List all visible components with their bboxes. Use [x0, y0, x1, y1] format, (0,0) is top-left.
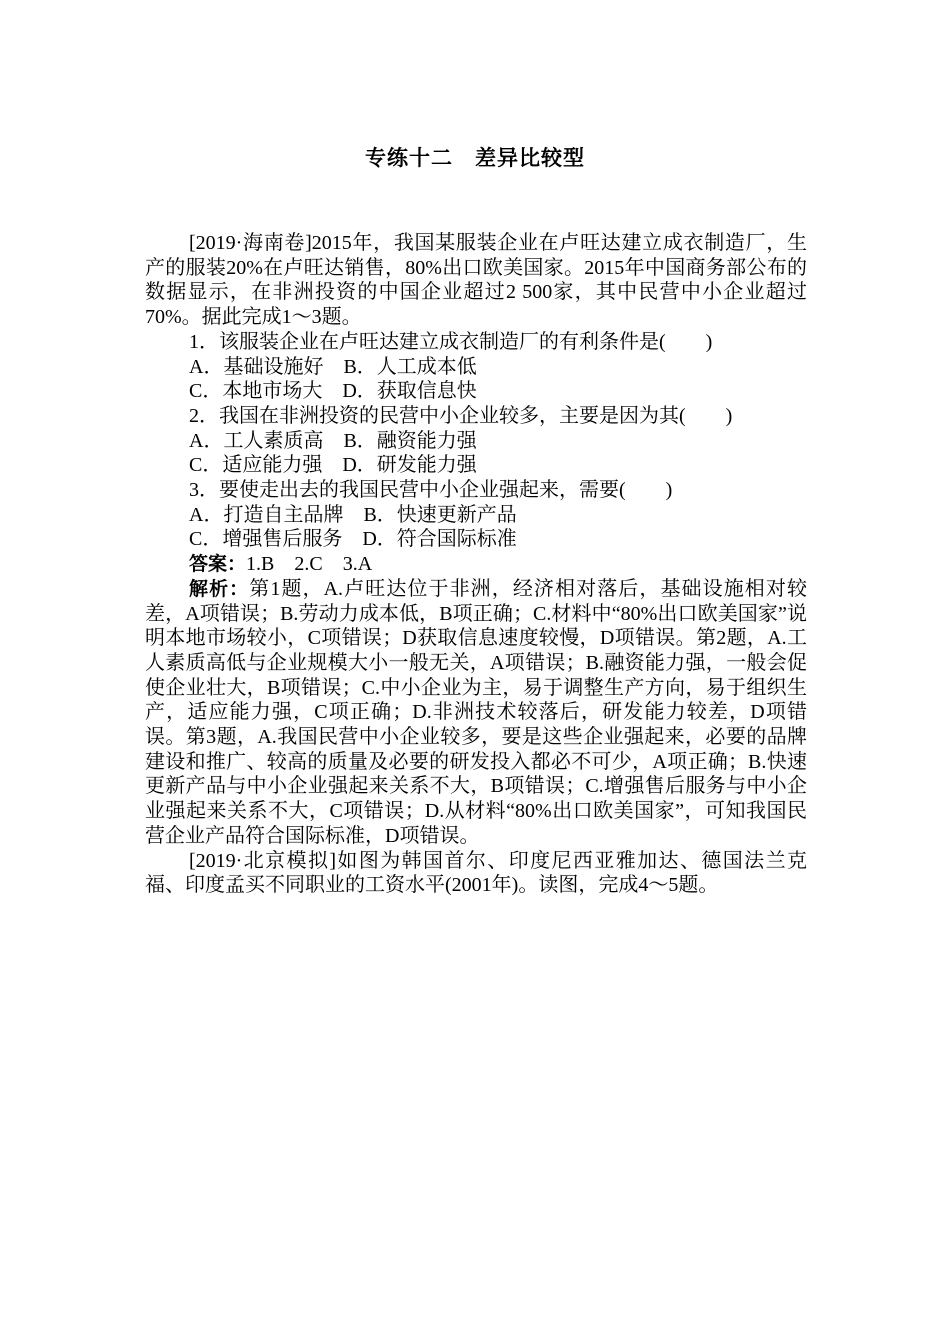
analysis-text: 第1题，A.卢旺达位于非洲，经济相对落后，基础设施相对较差，A项错误；B.劳动力成本低，B项正确；C.材料中“80%出口欧美国家”说明本地市场较小，C项错误；D获取信息速度较慢，D项错误。第2题，A.工人素质高低与企业规模大小一般无关，A项错误；B.融资能力强，一般会促使企业壮大，B项错误；C.中小企业为主，易于调整生产方向，易于组织生产，适应能力强，C项正确；D.非洲技术较落后，研发能力较差，D项错误。第3题，A.我国民营中小企业较多，要是这些企业强起来，必要的品牌建设和推广、较高的质量及必要的研发投入都必不可少，A项正确；B.快速更新产品与中小企业强起来关系不大，B项错误；C.增强售后服务与中小企业强起来关系不大，C项错误；D.从材料“80%出口欧美国家”，可知我国民营企业产品符合国际标准，D项错误。 [145, 577, 807, 847]
material-intro-2: [2019·北京模拟]如图为韩国首尔、印度尼西亚雅加达、德国法兰克福、印度孟买不同职业的工资水平(2001年)。读图，完成4～5题。 [145, 849, 807, 897]
analysis-label: 解析： [189, 577, 250, 600]
answer-text: 1.B 2.C 3.A [246, 553, 373, 576]
analysis-paragraph [145, 577, 807, 849]
answer-line [145, 552, 807, 577]
question-2-stem: 2．我国在非洲投资的民营中小企业较多，主要是因为其( ) [189, 404, 733, 427]
question-3-options-ab: A．打造自主品牌 B．快速更新产品 [189, 503, 517, 526]
question-1-options-cd: C．本地市场大 D．获取信息快 [189, 380, 477, 403]
question-1-stem: 1．该服装企业在卢旺达建立成衣制造厂的有利条件是( ) [189, 330, 713, 353]
question-1-options-ab: A．基础设施好 B．人工成本低 [189, 355, 477, 378]
answer-label: 答案： [189, 553, 247, 576]
document-body [145, 231, 807, 898]
page-title: 专练十二 差异比较型 [365, 146, 585, 170]
material-intro-1: [2019·海南卷]2015年，我国某服装企业在卢旺达建立成衣制造厂，生产的服装20%在卢旺达销售，80%出口欧美国家。2015年中国商务部公布的数据显示，在非洲投资的中国企业超过2 500家，其中民营中小企业超过70%。据此完成1～3题。 [145, 232, 807, 329]
question-2-options-cd: C．适应能力强 D．研发能力强 [189, 454, 477, 477]
question-3-stem: 3．要使走出去的我国民营中小企业强起来，需要( ) [189, 479, 673, 502]
question-2-options-ab: A．工人素质高 B．融资能力强 [189, 429, 477, 452]
question-3-options-cd: C．增强售后服务 D．符合国际标准 [189, 528, 517, 551]
